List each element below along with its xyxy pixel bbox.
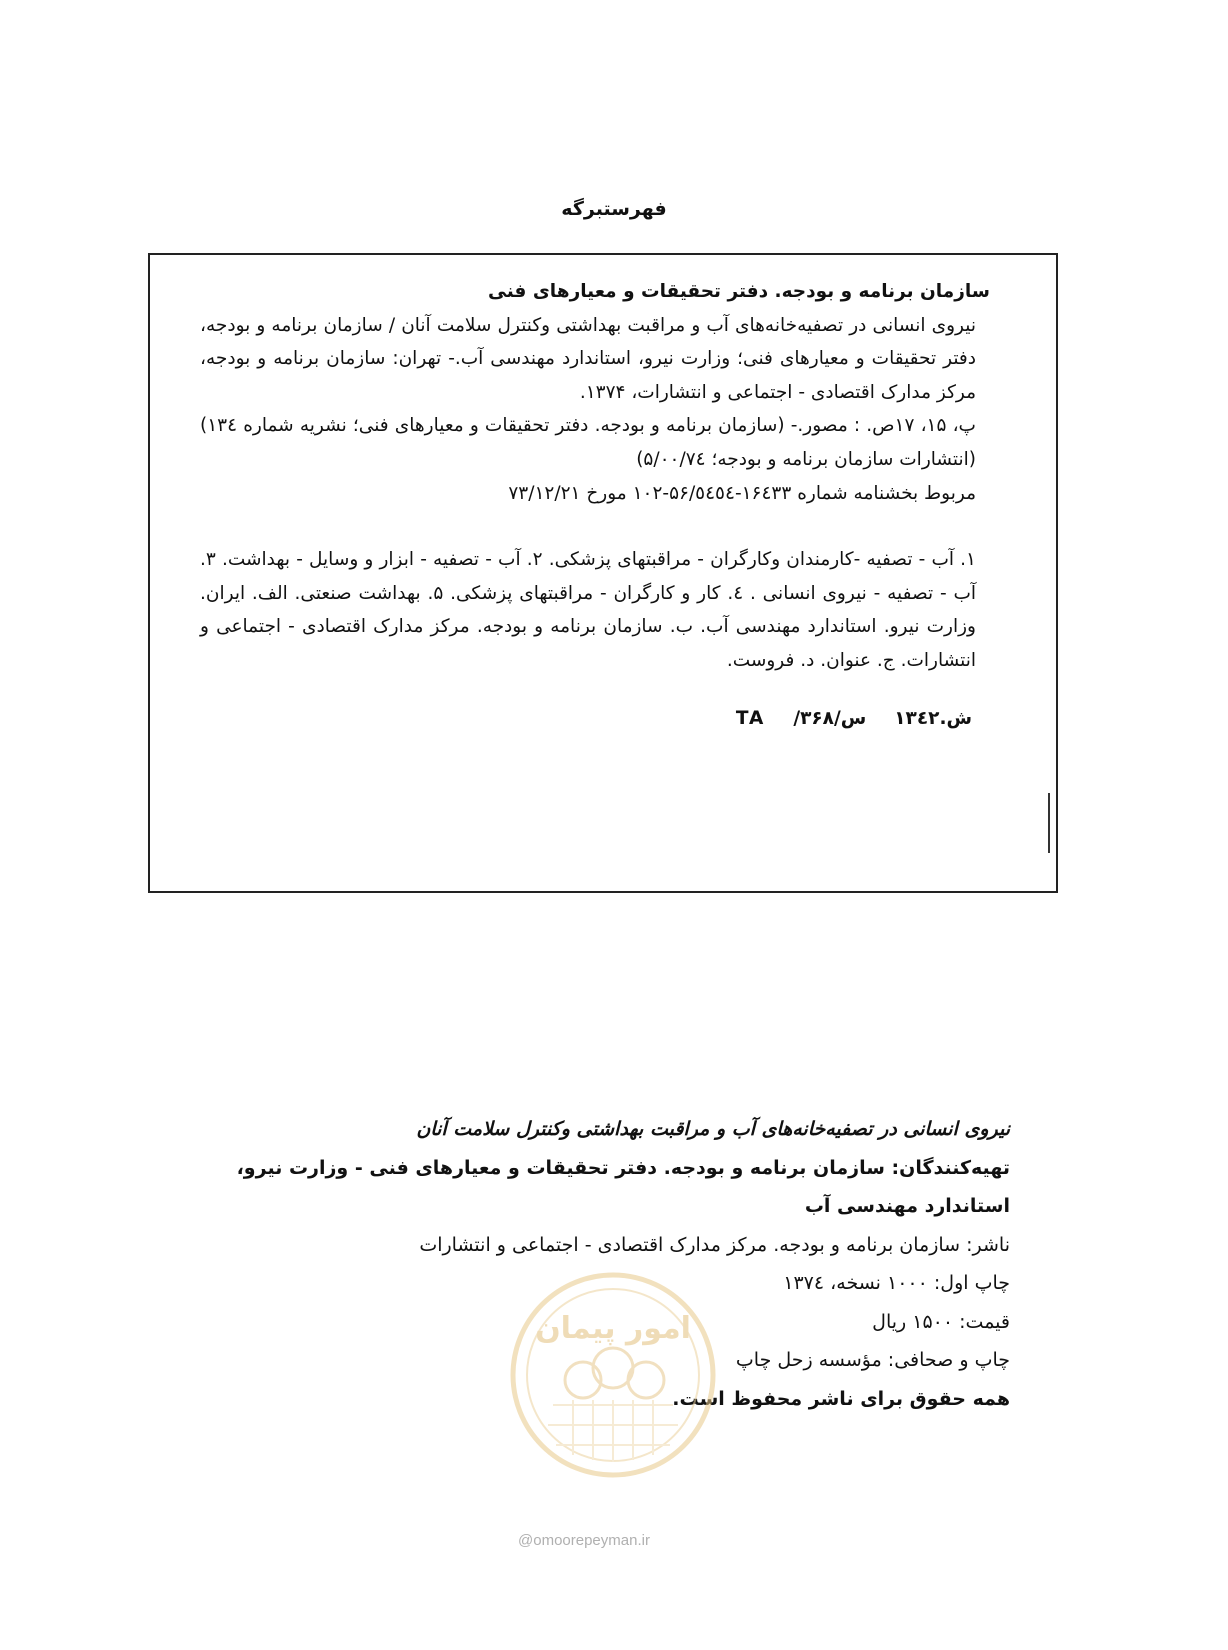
watermark-logo-text: امور پیمان: [535, 1311, 691, 1346]
imprint-edition: چاپ اول: ۱۰۰۰ نسخه، ۱۳۷٤: [783, 1272, 1010, 1294]
catalog-description: نیروی انسانی در تصفیه‌خانه‌های آب و مراقبت بهداشتی وکنترل سلامت آنان / سازمان برنامه و بودجه، دفتر تحقیقات و معیارهای فنی؛ وزارت نیرو، استاندارد مهندسی آب.- تهران: سازمان برنامه و بودجه، مرکز مدارک اقتصادی - اجتماعی و انتشارات، ۱۳۷۴.: [200, 314, 976, 403]
catalog-series: پ، ۱۵، ۱۷ص. : مصور.- (سازمان برنامه و بودجه. دفتر تحقیقات و معیارهای فنی؛ نشریه شماره ۱۳٤) (انتشارات سازمان برنامه و بودجه؛ ۵/۰۰/٧٤): [200, 415, 976, 470]
call-number-ta: TA: [735, 707, 766, 729]
catalog-subjects: ۱. آب - تصفیه -کارمندان وکارگران - مراقبتهای پزشکی. ۲. آب - تصفیه - ابزار و وسایل - بهداشت. ۳. آب - تصفیه - نیروی انسانی . ٤. کار و کارگران - مراقبتهای پزشکی. ۵. بهداشت صنعتی. الف. ایران. وزارت نیرو. استاندارد مهندسی آب. ب. سازمان برنامه و بودجه. مرکز مدارک اقتصادی - اجتماعی و انتشارات. ج. عنوان. د. فروست.: [200, 549, 976, 671]
catalog-heading: سازمان برنامه و بودجه. دفتر تحقیقات و معیارهای فنی: [488, 281, 990, 302]
call-number-code: ش.۱۳٤: [894, 707, 972, 729]
watermark-logo: [508, 1270, 718, 1480]
call-number-class: ۲س/۳۶۸/: [793, 707, 940, 729]
imprint-book-title: نیروی انسانی در تصفیه‌خانه‌های آب و مراقبت بهداشتی وکنترل سلامت آنان: [416, 1118, 1010, 1140]
watermark-url: @omoorepeyman.ir: [518, 1532, 650, 1549]
imprint-price: قیمت: ۱۵۰۰ ریال: [872, 1310, 1010, 1333]
imprint-rights: همه حقوق برای ناشر محفوظ است.: [672, 1387, 1010, 1410]
card-tick-mark: [1048, 793, 1050, 853]
catalog-call-number: [200, 702, 990, 736]
imprint-preparers: تهیه‌کنندگان: سازمان برنامه و بودجه. دفتر تحقیقات و معیارهای فنی - وزارت نیرو، استاندارد مهندسی آب: [236, 1156, 1010, 1217]
catalog-circular: مربوط بخشنامه شماره ۱۶٤۳۳-۵۶/٥٤٥٤-۱۰۲ مورخ ۷۳/۱۲/۲۱: [508, 482, 976, 504]
imprint-publisher: ناشر: سازمان برنامه و بودجه. مرکز مدارک اقتصادی - اجتماعی و انتشارات: [419, 1233, 1010, 1256]
page-title: فهرستبرگه: [561, 198, 667, 220]
catalog-card-body: [200, 275, 990, 735]
catalog-card: [148, 253, 1058, 893]
imprint-printer: چاپ و صحافی: مؤسسه زحل چاپ: [735, 1349, 1010, 1371]
